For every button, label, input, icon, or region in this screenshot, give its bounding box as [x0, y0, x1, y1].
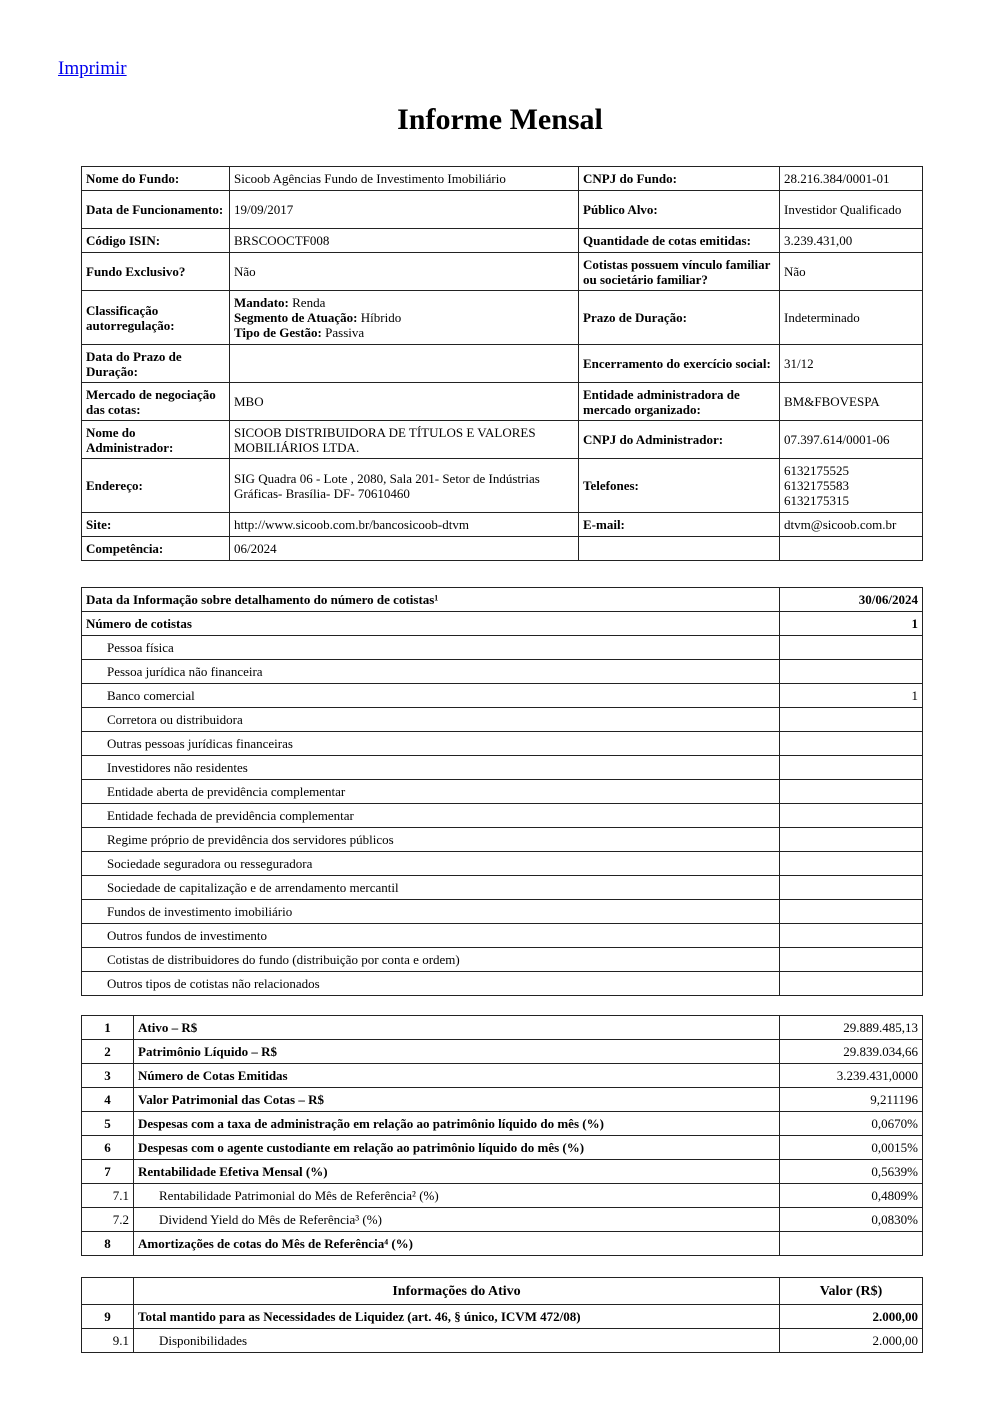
- table-row: [82, 828, 923, 852]
- item-number: 8: [82, 1232, 134, 1256]
- item-label: Rentabilidade Patrimonial do Mês de Referência² (%): [134, 1184, 780, 1208]
- field-label: Nome do Fundo:: [82, 167, 230, 191]
- table-row: [82, 1208, 923, 1232]
- phone-number: 6132175583: [784, 478, 849, 493]
- item-label: Rentabilidade Efetiva Mensal (%): [134, 1160, 780, 1184]
- table-row: [82, 1232, 923, 1256]
- table-row: [82, 191, 923, 229]
- item-number: 9.1: [82, 1329, 134, 1353]
- item-value: 0,0015%: [780, 1136, 923, 1160]
- cotista-type: Banco comercial: [82, 684, 780, 708]
- field-value: 19/09/2017: [230, 191, 579, 229]
- table-row: [82, 1040, 923, 1064]
- field-label: Site:: [82, 513, 230, 537]
- table-row: [82, 780, 923, 804]
- item-label: Ativo – R$: [134, 1016, 780, 1040]
- cotista-type: Investidores não residentes: [82, 756, 780, 780]
- field-value: 31/12: [780, 345, 923, 383]
- field-label: Telefones:: [579, 459, 780, 513]
- ativo-header-label: Informações do Ativo: [134, 1278, 780, 1305]
- table-row: [82, 636, 923, 660]
- cotista-count: 1: [780, 684, 923, 708]
- segmento-label: Segmento de Atuação:: [234, 310, 358, 325]
- field-value: Não: [230, 253, 579, 291]
- field-label: E-mail:: [579, 513, 780, 537]
- cotista-type: Entidade aberta de previdência complementar: [82, 780, 780, 804]
- table-row: [82, 804, 923, 828]
- item-value: 2.000,00: [780, 1305, 923, 1329]
- field-value: 3.239.431,00: [780, 229, 923, 253]
- table-row: [82, 229, 923, 253]
- cotista-count: [780, 732, 923, 756]
- item-value: 0,0670%: [780, 1112, 923, 1136]
- field-value: MBO: [230, 383, 579, 421]
- table-row: [82, 1329, 923, 1353]
- table-row: [82, 924, 923, 948]
- table-row: [82, 852, 923, 876]
- table-header-row: [82, 588, 923, 612]
- field-value: dtvm@sicoob.com.br: [780, 513, 923, 537]
- phone-number: 6132175525: [784, 463, 849, 478]
- item-value: 9,211196: [780, 1088, 923, 1112]
- table-row: [82, 513, 923, 537]
- field-value: [780, 537, 923, 561]
- item-number: 9: [82, 1305, 134, 1329]
- gestao-label: Tipo de Gestão:: [234, 325, 322, 340]
- table-row: [82, 345, 923, 383]
- page-title: Informe Mensal: [397, 103, 603, 136]
- cotista-type: Outras pessoas jurídicas financeiras: [82, 732, 780, 756]
- field-value: Não: [780, 253, 923, 291]
- cotistas-header-date: 30/06/2024: [780, 588, 923, 612]
- ativo-table: [81, 1277, 923, 1353]
- field-label: Competência:: [82, 537, 230, 561]
- field-label: Prazo de Duração:: [579, 291, 780, 345]
- table-row: [82, 1016, 923, 1040]
- item-value: 29.889.485,13: [780, 1016, 923, 1040]
- item-label: Patrimônio Líquido – R$: [134, 1040, 780, 1064]
- cotistas-header-label: Data da Informação sobre detalhamento do número de cotistas¹: [82, 588, 780, 612]
- field-value: 06/2024: [230, 537, 579, 561]
- field-value: Indeterminado: [780, 291, 923, 345]
- field-value: BRSCOOCTF008: [230, 229, 579, 253]
- cotistas-table: [81, 587, 923, 996]
- field-label: Quantidade de cotas emitidas:: [579, 229, 780, 253]
- cotista-count: [780, 972, 923, 996]
- classificacao-value: [230, 291, 579, 345]
- item-label: Disponibilidades: [134, 1329, 780, 1353]
- mandato-label: Mandato:: [234, 295, 289, 310]
- cotistas-total-value: 1: [780, 612, 923, 636]
- item-label: Despesas com o agente custodiante em relação ao patrimônio líquido do mês (%): [134, 1136, 780, 1160]
- field-label: CNPJ do Administrador:: [579, 421, 780, 459]
- cotista-count: [780, 804, 923, 828]
- cotista-type: Pessoa jurídica não financeira: [82, 660, 780, 684]
- item-number: 7: [82, 1160, 134, 1184]
- cotista-count: [780, 636, 923, 660]
- field-label: Encerramento do exercício social:: [579, 345, 780, 383]
- item-number: 3: [82, 1064, 134, 1088]
- item-label: Valor Patrimonial das Cotas – R$: [134, 1088, 780, 1112]
- fund-info-table: [81, 166, 923, 561]
- item-label: Dividend Yield do Mês de Referência³ (%): [134, 1208, 780, 1232]
- cotista-type: Regime próprio de previdência dos servidores públicos: [82, 828, 780, 852]
- cotista-type: Entidade fechada de previdência complementar: [82, 804, 780, 828]
- table-row: [82, 684, 923, 708]
- item-number: 1: [82, 1016, 134, 1040]
- cotistas-total-label: Número de cotistas: [82, 612, 780, 636]
- field-value: 07.397.614/0001-06: [780, 421, 923, 459]
- cotista-count: [780, 900, 923, 924]
- field-label: Nome do Administrador:: [82, 421, 230, 459]
- field-value: http://www.sicoob.com.br/bancosicoob-dtvm: [230, 513, 579, 537]
- table-row: [82, 660, 923, 684]
- table-row: [82, 972, 923, 996]
- field-label: Código ISIN:: [82, 229, 230, 253]
- ativo-header-value: Valor (R$): [780, 1278, 923, 1305]
- cotista-count: [780, 876, 923, 900]
- table-row: [82, 732, 923, 756]
- cotista-type: Corretora ou distribuidora: [82, 708, 780, 732]
- item-number: 7.1: [82, 1184, 134, 1208]
- cotista-count: [780, 780, 923, 804]
- item-value: 3.239.431,0000: [780, 1064, 923, 1088]
- phone-number: 6132175315: [784, 493, 849, 508]
- cotista-type: Sociedade seguradora ou resseguradora: [82, 852, 780, 876]
- cotista-type: Cotistas de distribuidores do fundo (distribuição por conta e ordem): [82, 948, 780, 972]
- table-row: [82, 1305, 923, 1329]
- cotista-type: Outros tipos de cotistas não relacionados: [82, 972, 780, 996]
- cotista-type: Outros fundos de investimento: [82, 924, 780, 948]
- field-label: Data de Funcionamento:: [82, 191, 230, 229]
- gestao-value: Passiva: [321, 325, 365, 340]
- telefones-value: [780, 459, 923, 513]
- field-value: SIG Quadra 06 - Lote , 2080, Sala 201- Setor de Indústrias Gráficas- Brasília- DF- 70610460: [230, 459, 579, 513]
- field-label: Endereço:: [82, 459, 230, 513]
- table-row: [82, 708, 923, 732]
- empty-cell: [82, 1278, 134, 1305]
- table-row: [82, 421, 923, 459]
- table-row: [82, 1088, 923, 1112]
- mandato-value: Renda: [288, 295, 326, 310]
- table-row: [82, 253, 923, 291]
- item-value: 29.839.034,66: [780, 1040, 923, 1064]
- table-row: [82, 612, 923, 636]
- table-row: [82, 1184, 923, 1208]
- item-value: 0,0830%: [780, 1208, 923, 1232]
- item-value: [780, 1232, 923, 1256]
- cotista-count: [780, 852, 923, 876]
- table-row: [82, 167, 923, 191]
- cotista-type: Pessoa física: [82, 636, 780, 660]
- cotista-type: Fundos de investimento imobiliário: [82, 900, 780, 924]
- table-row: [82, 383, 923, 421]
- table-row: [82, 459, 923, 513]
- field-value: [230, 345, 579, 383]
- cotista-count: [780, 708, 923, 732]
- table-row: [82, 537, 923, 561]
- cotista-count: [780, 660, 923, 684]
- cotista-count: [780, 756, 923, 780]
- cotista-type: Sociedade de capitalização e de arrendamento mercantil: [82, 876, 780, 900]
- field-label: Entidade administradora de mercado organizado:: [579, 383, 780, 421]
- table-row: [82, 876, 923, 900]
- table-row: [82, 1064, 923, 1088]
- field-value: Investidor Qualificado: [780, 191, 923, 229]
- table-row: [82, 756, 923, 780]
- table-row: [82, 1136, 923, 1160]
- table-row: [82, 948, 923, 972]
- field-value: BM&FBOVESPA: [780, 383, 923, 421]
- item-label: Número de Cotas Emitidas: [134, 1064, 780, 1088]
- item-number: 4: [82, 1088, 134, 1112]
- item-value: 0,5639%: [780, 1160, 923, 1184]
- indicadores-table: [81, 1015, 923, 1256]
- field-label: Cotistas possuem vínculo familiar ou societário familiar?: [579, 253, 780, 291]
- item-label: Total mantido para as Necessidades de Liquidez (art. 46, § único, ICVM 472/08): [134, 1305, 780, 1329]
- item-label: Despesas com a taxa de administração em relação ao patrimônio líquido do mês (%): [134, 1112, 780, 1136]
- field-label: CNPJ do Fundo:: [579, 167, 780, 191]
- item-number: 6: [82, 1136, 134, 1160]
- cotista-count: [780, 828, 923, 852]
- field-label: Mercado de negociação das cotas:: [82, 383, 230, 421]
- table-header-row: [82, 1278, 923, 1305]
- item-number: 7.2: [82, 1208, 134, 1232]
- field-label: Fundo Exclusivo?: [82, 253, 230, 291]
- segmento-value: Híbrido: [357, 310, 402, 325]
- item-value: 0,4809%: [780, 1184, 923, 1208]
- field-value: Sicoob Agências Fundo de Investimento Imobiliário: [230, 167, 579, 191]
- table-row: [82, 291, 923, 345]
- item-value: 2.000,00: [780, 1329, 923, 1353]
- field-label: [579, 537, 780, 561]
- item-label: Amortizações de cotas do Mês de Referência⁴ (%): [134, 1232, 780, 1256]
- item-number: 5: [82, 1112, 134, 1136]
- item-number: 2: [82, 1040, 134, 1064]
- field-label: Data do Prazo de Duração:: [82, 345, 230, 383]
- field-label: Classificação autorregulação:: [82, 291, 230, 345]
- field-value: 28.216.384/0001-01: [780, 167, 923, 191]
- field-label: Público Alvo:: [579, 191, 780, 229]
- cotista-count: [780, 948, 923, 972]
- cotista-count: [780, 924, 923, 948]
- print-link[interactable]: Imprimir: [58, 58, 127, 79]
- field-value: SICOOB DISTRIBUIDORA DE TÍTULOS E VALORES MOBILIÁRIOS LTDA.: [230, 421, 579, 459]
- table-row: [82, 1112, 923, 1136]
- table-row: [82, 1160, 923, 1184]
- table-row: [82, 900, 923, 924]
